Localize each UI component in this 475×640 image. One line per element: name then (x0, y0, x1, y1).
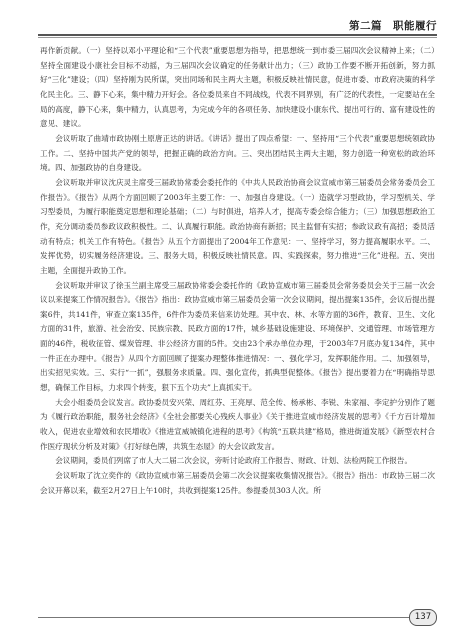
page-footer (38, 608, 437, 628)
paragraph-3: 会议听取并审议沈庆灵主席受三届政协常委会委托作的《中共人民政治协商会议宣威市第三届委员会常务委员会工作报告》。《报告》从两个方面回顾了2003年主要工作：一、加强自身建设。（一）造就学习型政协，学习型机关、学习型委员，为履行职能奠定思想和理论基础；（二）与时俱进，培养人才，提高专委会综合能力；（三）加强思想政治工作，充分调动委员参政议政积极性。二、认真履行职能。政治协商有新招；民主监督有实招；参政议政有高招；委员活动有特点；机关工作有特色。《报告》从五个方面提出了2004年工作意见：一、坚持学习，努力提高履职水平。二、发挥优势，切实履务经济建设。三、服务大局，积极反映社情民意。四、实践探索，努力推进“三化”进程。五、突出主题，全面提升政协工作。 (40, 177, 435, 275)
running-header (38, 14, 437, 36)
paragraph-5: 大会小组委员会议发言。政协委员安兴荣、周红芬、王亮厚、范全传、杨承彬、李锐、朱家福、李定护分别作了题为《履行政治职能，服务社会经济》《全社会都要关心残疾人事业》《关于推进宣威市经济发展的思考》《千方百计增加收入，促进农业增效和农民增收》《推进宣威城镇化进程的思考》《构筑“五联共建”格局，推进街道发展》《新型农村合作医疗现状分析及对策》《打好绿色牌，共筑生态屋》的大会议政发言。 (40, 397, 435, 451)
body-text (40, 44, 435, 604)
paragraph-6: 会议期间，委员们列席了市人大二届二次会议，旁听讨论政府工作报告、财政、计划、法检两院工作报告。 (55, 456, 413, 466)
footer-rule (38, 617, 409, 618)
paragraph-7: 会议听取了沈立奕作的《政协宣威市第三届委员会第二次会议提案收集情况报告》。《报告》指出：市政协三届二次会议开幕以来，截至2月27日上午10时，共收到提案125件。参提委员303人次。所 (40, 471, 435, 495)
paragraph-1: 再作新贡献。（一）坚持以邓小平理论和“三个代表”重要思想为指导，把思想统一到市委三届四次会议精神上来；（二）坚持全面建设小康社会目标不动摇，为三届四次会议确定的任务献计出力；（三）政协工作要不断开拓创新，努力抓好“三化”建设；（四）坚持刚为民所谋，突出同场和民主两大主题，积极反映社情民意，促进市委、市政府决策的科学化民主化。三、静下心来，集中精力开好会。各位委员来自不同战线，代表不同界别，有广泛的代表性，一定要站在全局的高度，静下心来，集中精力，认真思考，为完成今年的各项任务、加快建设小康东代、提出可行的、富有建设性的意见、建议。 (40, 46, 435, 129)
paragraph-4: 会议听取并审议了徐玉兰副主席受三届政协常委会委托作的《政协宣威市第三届委员会常务委员会关于三届一次会议以来提案工作情况报告》。《报告》指出：政协宣威市第三届委员会第一次会议期间，提出提案135件，会议后提出提案6件，共141件，审查立案135件，6件作为委员来信来访处理。其中农、林、水等方面的36件，教育、卫生、文化方面的31件，旅游、社会治安、民族宗教、民政方面的17件，城乡基础设施建设、环境保护、交通管理、市场管理方面的46件，税收征管、煤炭管理、非公经济方面的5件。交由23个承办单位办理，于2003年7月底办复134件，其中一件正在办理中。《报告》从四个方面回顾了提案办理整体推进情况：一、强化学习，发挥职能作用。二、加强领导，出实招见实效。三、实行“一抓”，强服务求质量。四、强化宣传，抓典型促整体。《报告》提出要着力在“明确指导思想，确保工作目标，力求四个转变，狠下五个功夫”上真抓实干。 (40, 280, 435, 393)
paragraph-2: 会议听取了曲靖市政协刚土原唐正达的讲话。《讲话》提出了四点希望：一、坚持用“三个代表”重要思想统领政协工作。二、坚持中国共产党的领导，把握正确的政治方向。三、突出团结民主两大主题，努力创造一种宽松的政治环境。四、加强政协的自身建设。 (40, 133, 435, 173)
section-title: 第二篇 职能履行 (349, 20, 437, 32)
page-number: 137 (409, 609, 437, 626)
header-rule (38, 34, 437, 36)
